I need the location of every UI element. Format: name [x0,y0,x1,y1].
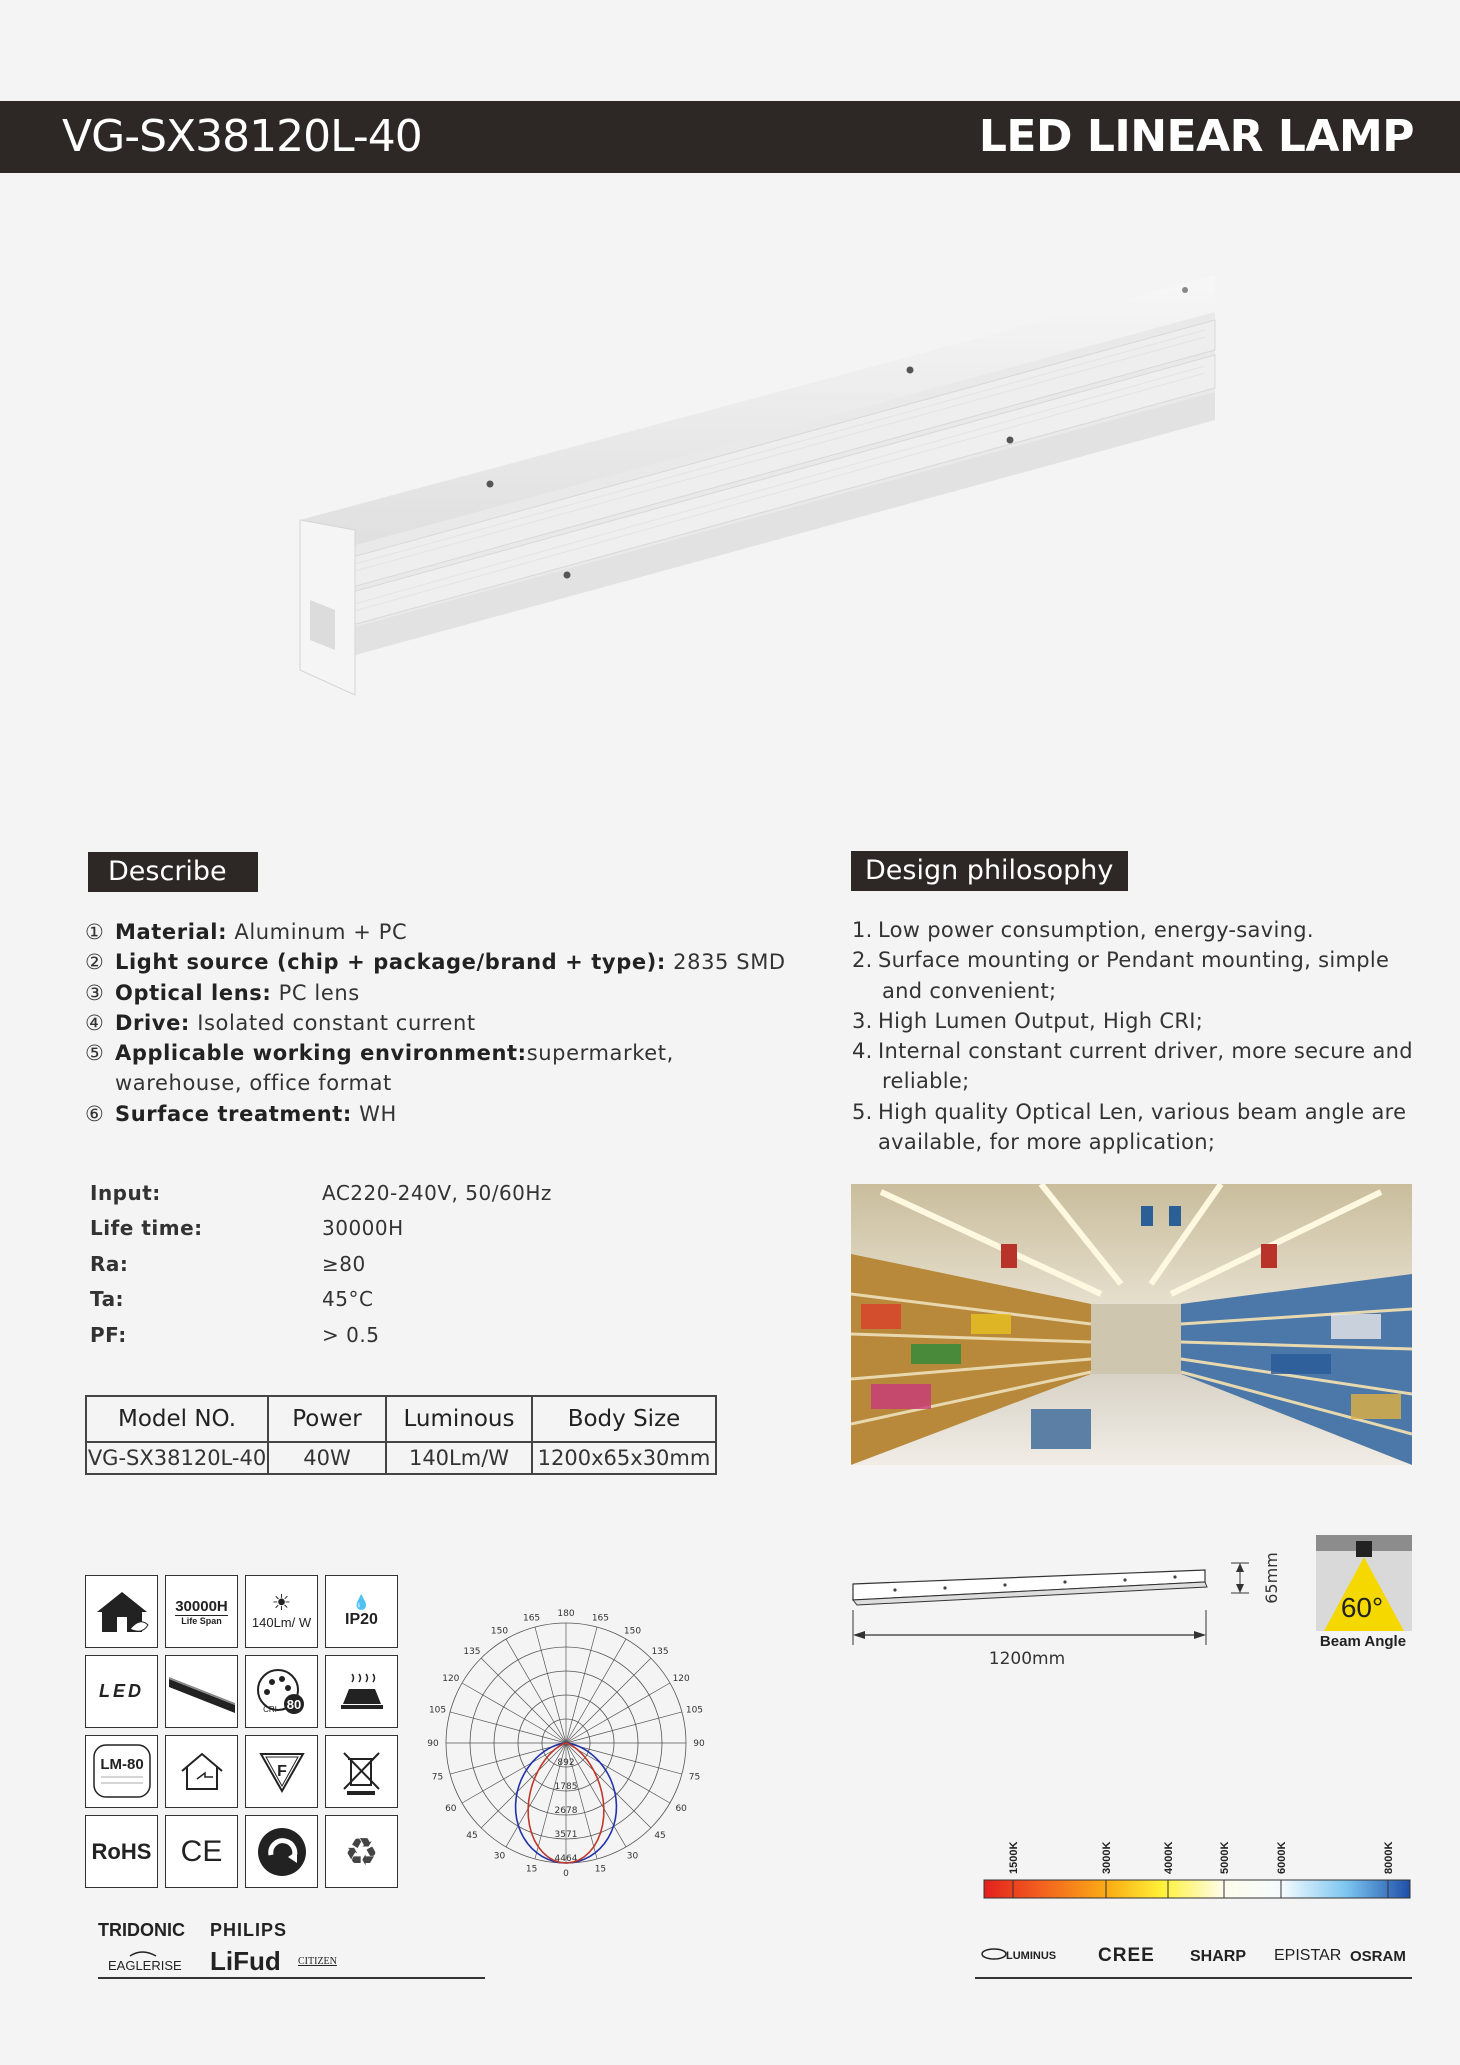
weee-bin-icon [325,1735,398,1808]
svg-text:80: 80 [286,1697,301,1712]
polar-ring-label: 4464 [554,1854,578,1864]
brand-epistar: EPISTAR [1274,1947,1342,1964]
polar-ring-label: 892 [557,1758,575,1768]
table-row [86,1442,716,1474]
table-header-row [86,1396,716,1442]
footer-rule-left [98,1977,485,1979]
chip-brand-logos [980,1940,1420,1970]
rohs-icon: RoHS [85,1815,158,1888]
brand-eaglerise: EAGLERISE [108,1958,182,1973]
cct-tick-label: 4000K [1163,1841,1175,1874]
efficacy-icon: ☀ 140Lm/ W [245,1575,318,1648]
polar-angle-label: 135 [463,1647,481,1658]
list-item: available, for more application; [878,1130,1216,1155]
indoor-use-icon [165,1735,238,1808]
cct-tick-label: 6000K [1276,1841,1288,1874]
spec-row: PF: > 0.5 [90,1322,380,1347]
brand-cree: CREE [1098,1945,1155,1966]
polar-angle-label: 60 [675,1804,687,1814]
cct-tick-label: 3000K [1101,1841,1113,1874]
describe-title: Describe [88,852,258,892]
header-bar [0,101,1460,173]
polar-angle-label: 120 [672,1674,690,1684]
polar-angle-label: 0 [563,1869,569,1879]
lm80-icon [85,1735,158,1808]
polar-angle-label: 75 [431,1772,444,1783]
polar-angle-label: 105 [685,1705,704,1716]
list-item: 5. High quality Optical Len, various beam angle are [852,1099,1407,1124]
dimension-drawing [845,1530,1285,1680]
polar-angle-label: 45 [654,1830,666,1841]
polar-angle-label: 165 [591,1613,610,1624]
cct-tick-label: 5000K [1219,1841,1231,1874]
light-distribution-diagram [420,1605,720,1885]
table-cell: VG-SX38120L-40 [86,1442,268,1474]
list-item: 4. Internal constant current driver, more secure and [852,1039,1413,1064]
beam-angle-label: Beam Angle [1319,1633,1407,1650]
footer-rule-right [975,1977,1412,1979]
life-span-icon: 30000H Life Span [165,1575,238,1648]
model-table [85,1395,717,1475]
ce-icon: CE [165,1815,238,1888]
color-temperature-scale [982,1830,1412,1900]
table-header: Body Size [532,1396,716,1442]
spec-list [90,1175,552,1353]
table-header: Luminous [386,1396,532,1442]
cct-tick-label: 1500K [1008,1841,1020,1874]
spec-row: Life time: 30000H [90,1216,404,1241]
list-item: ② Light source (chip + package/brand + type): 2835 SMD [85,950,786,975]
polar-angle-label: 30 [493,1851,506,1862]
list-item: ⑥ Surface treatment: WH [85,1101,397,1126]
table-cell: 1200x65x30mm [532,1442,716,1474]
ip-rating-icon: 💧 IP20 [325,1575,398,1648]
table-header: Model NO. [86,1396,268,1442]
list-item: ① Material: Aluminum + PC [85,920,408,944]
home-icon [85,1575,158,1648]
spec-row: Ta: 45°C [90,1287,374,1312]
polar-angle-label: 15 [525,1864,538,1875]
list-item: reliable; [882,1069,970,1094]
polar-angle-label: 30 [626,1851,639,1862]
polar-angle-label: 90 [427,1739,439,1749]
design-title: Design philosophy [851,851,1128,891]
spec-row: Input: AC220-240V, 50/60Hz [90,1180,552,1205]
led-icon: LED [85,1655,158,1728]
polar-angle-label: 60 [445,1804,457,1814]
brand-lifud: LiFud [210,1946,281,1976]
linear-lamp-icon [165,1655,238,1728]
list-item: ④ Drive: Isolated constant current [85,1010,476,1035]
brand-citizen: CITIZEN [298,1956,337,1967]
table-cell: 140Lm/W [386,1442,532,1474]
design-list [852,915,1432,1157]
driver-brand-logos [98,1916,398,1976]
polar-angle-label: 90 [693,1739,705,1749]
cct-tick-label: 8000K [1383,1841,1395,1874]
supermarket-photo [851,1184,1412,1465]
polar-angle-label: 105 [428,1705,447,1716]
polar-ring-label: 1785 [554,1782,578,1792]
describe-list [85,917,805,1129]
recycle-arrow-icon [245,1815,318,1888]
beam-angle-value: 60° [1340,1592,1384,1623]
polar-angle-label: 150 [490,1626,509,1637]
polar-angle-label: 15 [594,1864,607,1875]
brand-luminus: LUMINUS [1006,1950,1057,1962]
polar-angle-label: 180 [557,1609,575,1619]
polar-angle-label: 135 [651,1647,669,1658]
list-item: warehouse, office format [115,1071,392,1096]
brand-sharp: SHARP [1190,1948,1247,1965]
height-label: 65mm [1262,1552,1281,1604]
list-item: 3. High Lumen Output, High CRI; [852,1008,1204,1033]
polar-angle-label: 165 [522,1613,541,1624]
list-item: 2. Surface mounting or Pendant mounting, simple [852,948,1390,973]
svg-text:F: F [276,1763,287,1780]
list-item: 1. Low power consumption, energy-saving. [852,918,1314,942]
recycle-icon: ♻ [325,1815,398,1888]
table-cell: 40W [268,1442,386,1474]
f-mark-icon [245,1735,318,1808]
model-number: VG-SX38120L-40 [62,111,422,162]
polar-ring-label: 2678 [554,1806,578,1816]
length-label: 1200mm [988,1649,1066,1669]
lamp-product-image [295,270,1220,700]
cri-icon [245,1655,318,1728]
brand-osram: OSRAM [1350,1948,1406,1965]
spec-row: Ra: ≥80 [90,1251,366,1276]
list-item: ⑤ Applicable working environment:supermarket, [85,1041,674,1066]
heat-dissipation-icon [325,1655,398,1728]
polar-angle-label: 45 [466,1830,478,1841]
svg-text:LM-80: LM-80 [99,1755,144,1773]
polar-angle-label: 75 [688,1772,701,1783]
polar-angle-label: 120 [442,1674,460,1684]
brand-philips: PHILIPS [210,1920,288,1940]
polar-angle-label: 150 [623,1626,642,1637]
list-item: ③ Optical lens: PC lens [85,980,360,1005]
product-type: LED LINEAR LAMP [978,111,1414,162]
sun-icon: ☀ [271,1591,292,1616]
list-item: and convenient; [882,978,1057,1003]
brand-tridonic: TRIDONIC [98,1920,185,1940]
water-drop-icon: 💧 [352,1594,371,1611]
polar-ring-label: 3571 [554,1830,578,1840]
svg-text:CRI: CRI [262,1705,277,1714]
table-header: Power [268,1396,386,1442]
